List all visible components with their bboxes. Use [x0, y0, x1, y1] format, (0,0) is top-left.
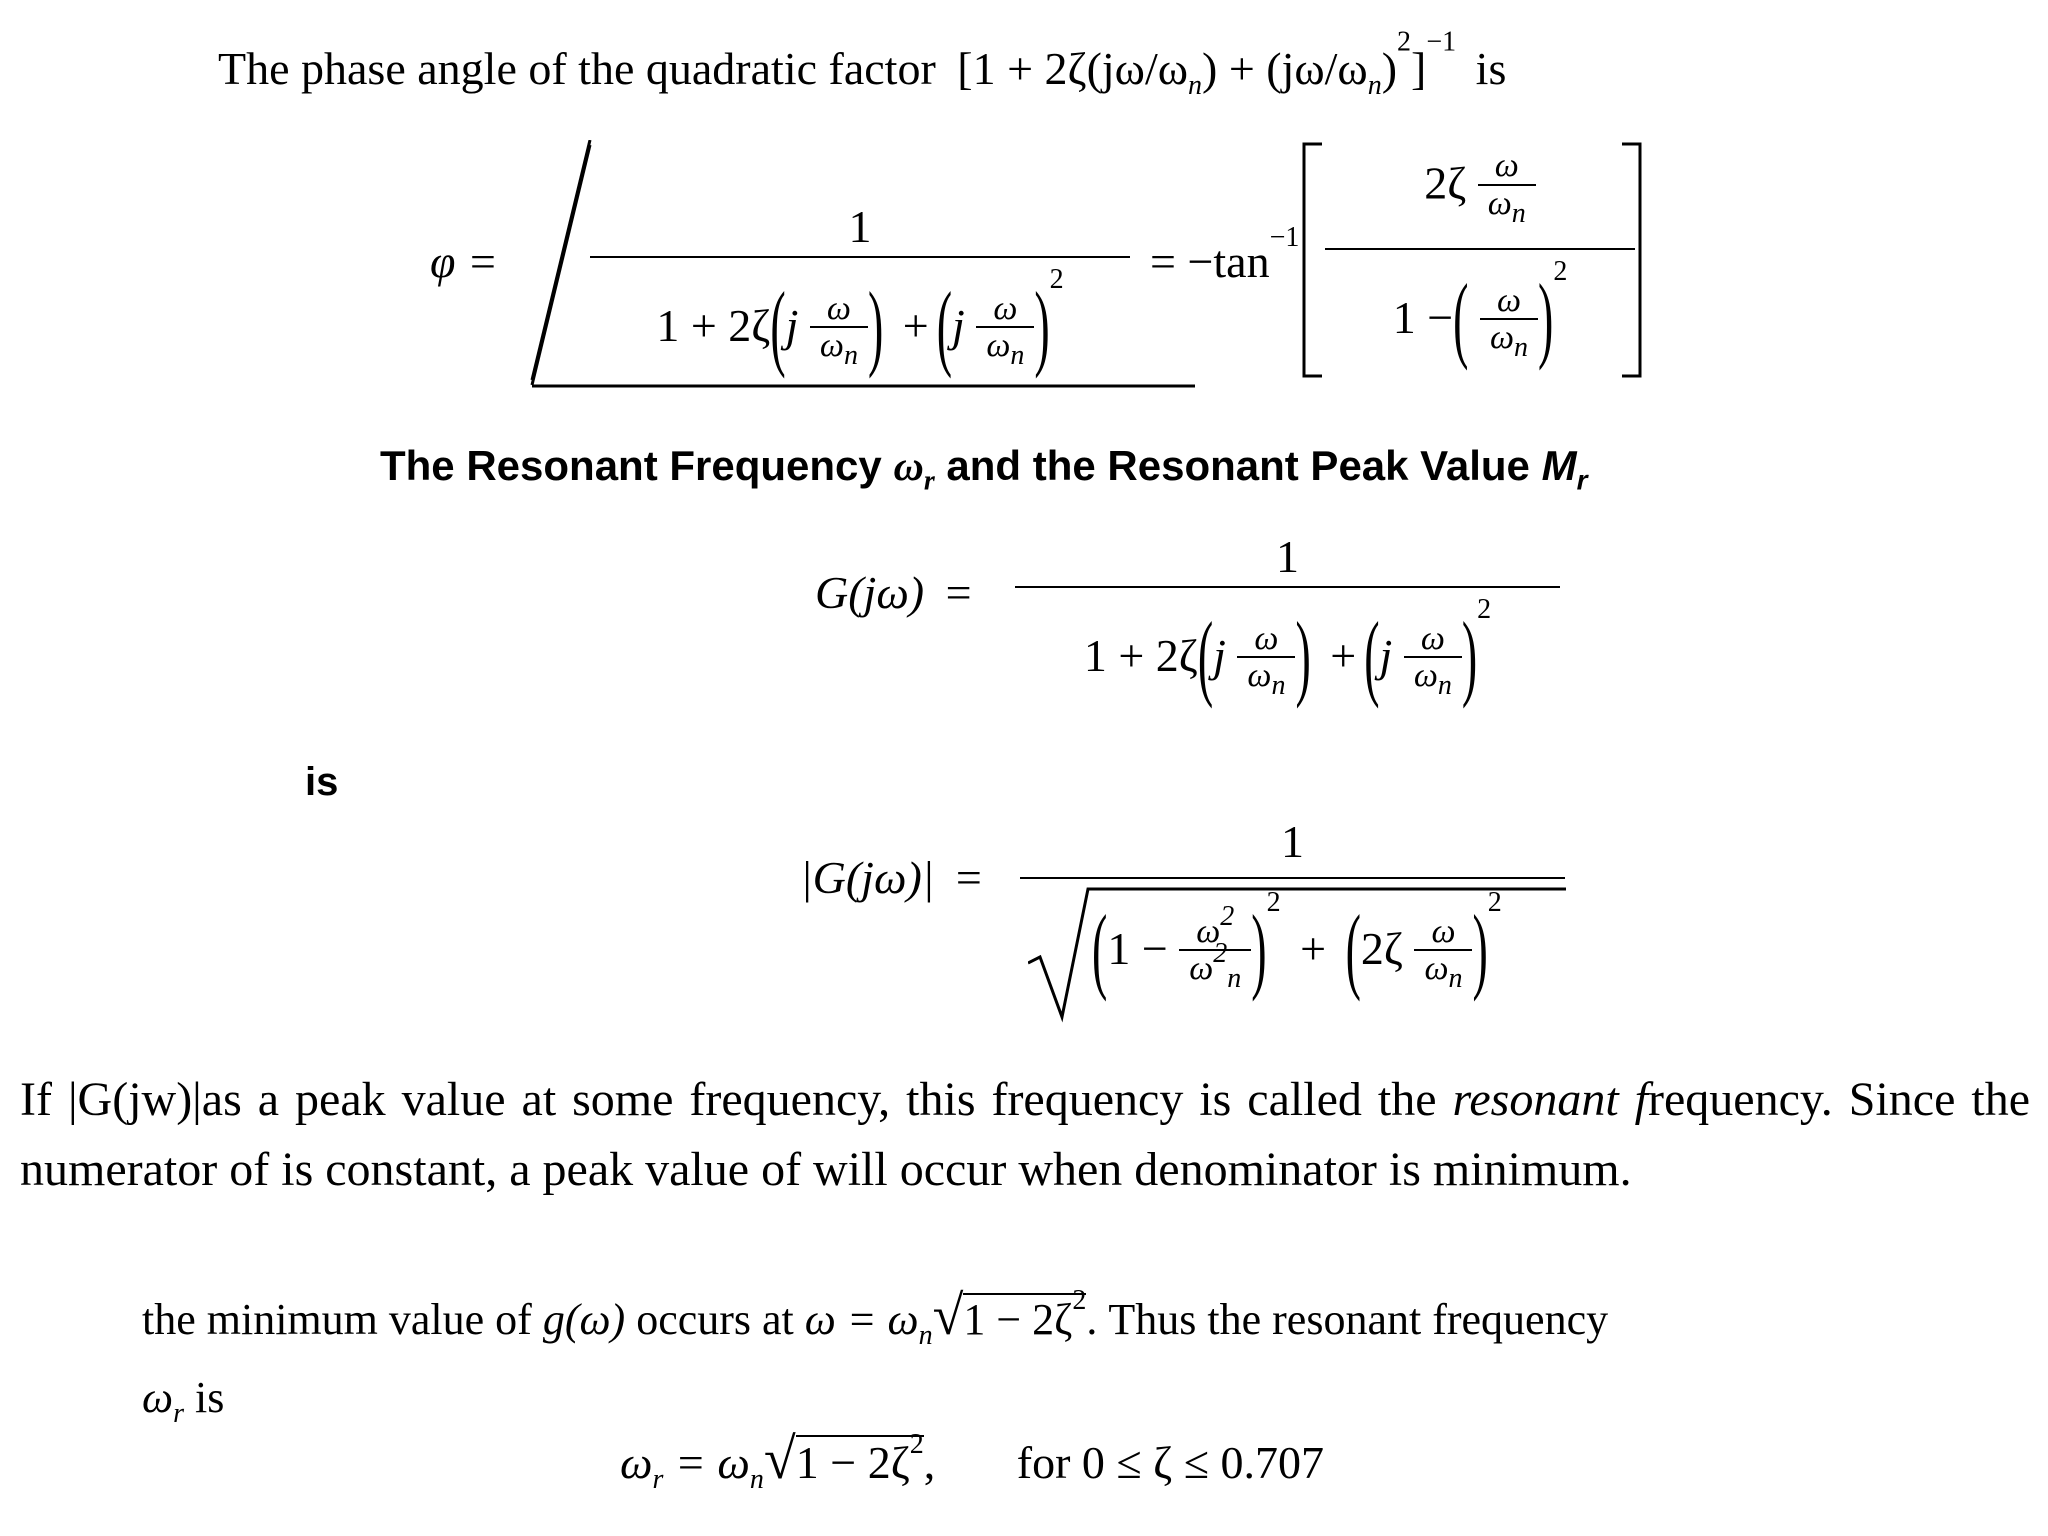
final-resonant-equation: $\omega_r = \omega_n√1 - 2\zeta^2$, for 0 ≤ ζ ≤ 0.707	[620, 1426, 1324, 1496]
mag-radicand: (1 − $\frac{\omega^2}{\omega^2_n}$ )$^2$ + (2ζ $\frac{\omega}{\omega_n}$ )$^2$	[1092, 887, 1502, 1003]
phase-equation	[430, 140, 1650, 390]
min-line-1: the minimum value of g(ω) occurs at $\omega = \omega_n√1 - 2\zeta^2$. Thus the resonant frequency	[142, 1284, 1609, 1351]
phase-intro-lead: The phase angle of the quadratic factor	[218, 43, 936, 94]
fraction-bar	[590, 256, 1130, 258]
phase-fraction	[590, 200, 1130, 380]
g-fraction	[1015, 530, 1560, 710]
resonant-term: resonant	[1452, 1073, 1619, 1126]
zeta-condition: for 0 ≤ ζ ≤ 0.707	[1016, 1437, 1324, 1488]
min-line-2: $\omega_r$ is	[142, 1372, 225, 1429]
resonant-heading: The Resonant Frequency $\omega_r$ and the Resonant Peak Value $M_r$	[380, 442, 1588, 497]
phase-intro-tail: is	[1475, 43, 1507, 94]
g-denominator: 1 + 2ζ(j $\frac{\omega}{\omega_n}$ ) + (j $\frac{\omega}{\omega_n}$ )$^2$	[1083, 594, 1492, 710]
g-lhs: G(jω) =	[815, 567, 972, 618]
g-numerator: 1	[1276, 531, 1299, 582]
fraction-bar	[1325, 248, 1635, 250]
fraction-bar	[1015, 586, 1560, 588]
fraction-bar	[1020, 877, 1565, 879]
mag-lhs: |G(jω)| =	[800, 852, 982, 903]
mag-numerator: 1	[1281, 816, 1304, 867]
quadratic-factor: $[1 + 2\zeta(j\omega/\omega_n) + (j\omega/\omega_n)^2]^{-1}$	[957, 26, 1457, 102]
phase-frac-num: 1	[848, 201, 872, 252]
tan-numerator: 2ζ $\frac{\omega}{\omega_n}$	[1325, 148, 1635, 248]
phase-intro-line	[218, 26, 1507, 102]
magnitude-equation	[800, 815, 1600, 1025]
tan-denominator: 1 −( $\frac{\omega}{\omega_n}$ )$^2$	[1392, 256, 1568, 372]
is-label: is	[305, 760, 339, 804]
phase-frac-den: 1 + 2ζ(j $\frac{\omega}{\omega_n}$ ) + (j $\frac{\omega}{\omega_n}$ )$^2$	[656, 264, 1064, 380]
tan-argument	[1325, 147, 1635, 372]
tan-inverse: = $-\tan^{-1}$	[1150, 222, 1300, 287]
minimum-value-text	[142, 1285, 2022, 1445]
transfer-function-equation	[815, 530, 1575, 730]
resonant-paragraph: If |G(jw)|as a peak value at some frequency, this frequency is called the resonant frequency. Since the numerator of is constant, a peak value of will occur when denominator is minimum.	[20, 1073, 2030, 1196]
phi-lhs: φ =	[430, 236, 498, 287]
